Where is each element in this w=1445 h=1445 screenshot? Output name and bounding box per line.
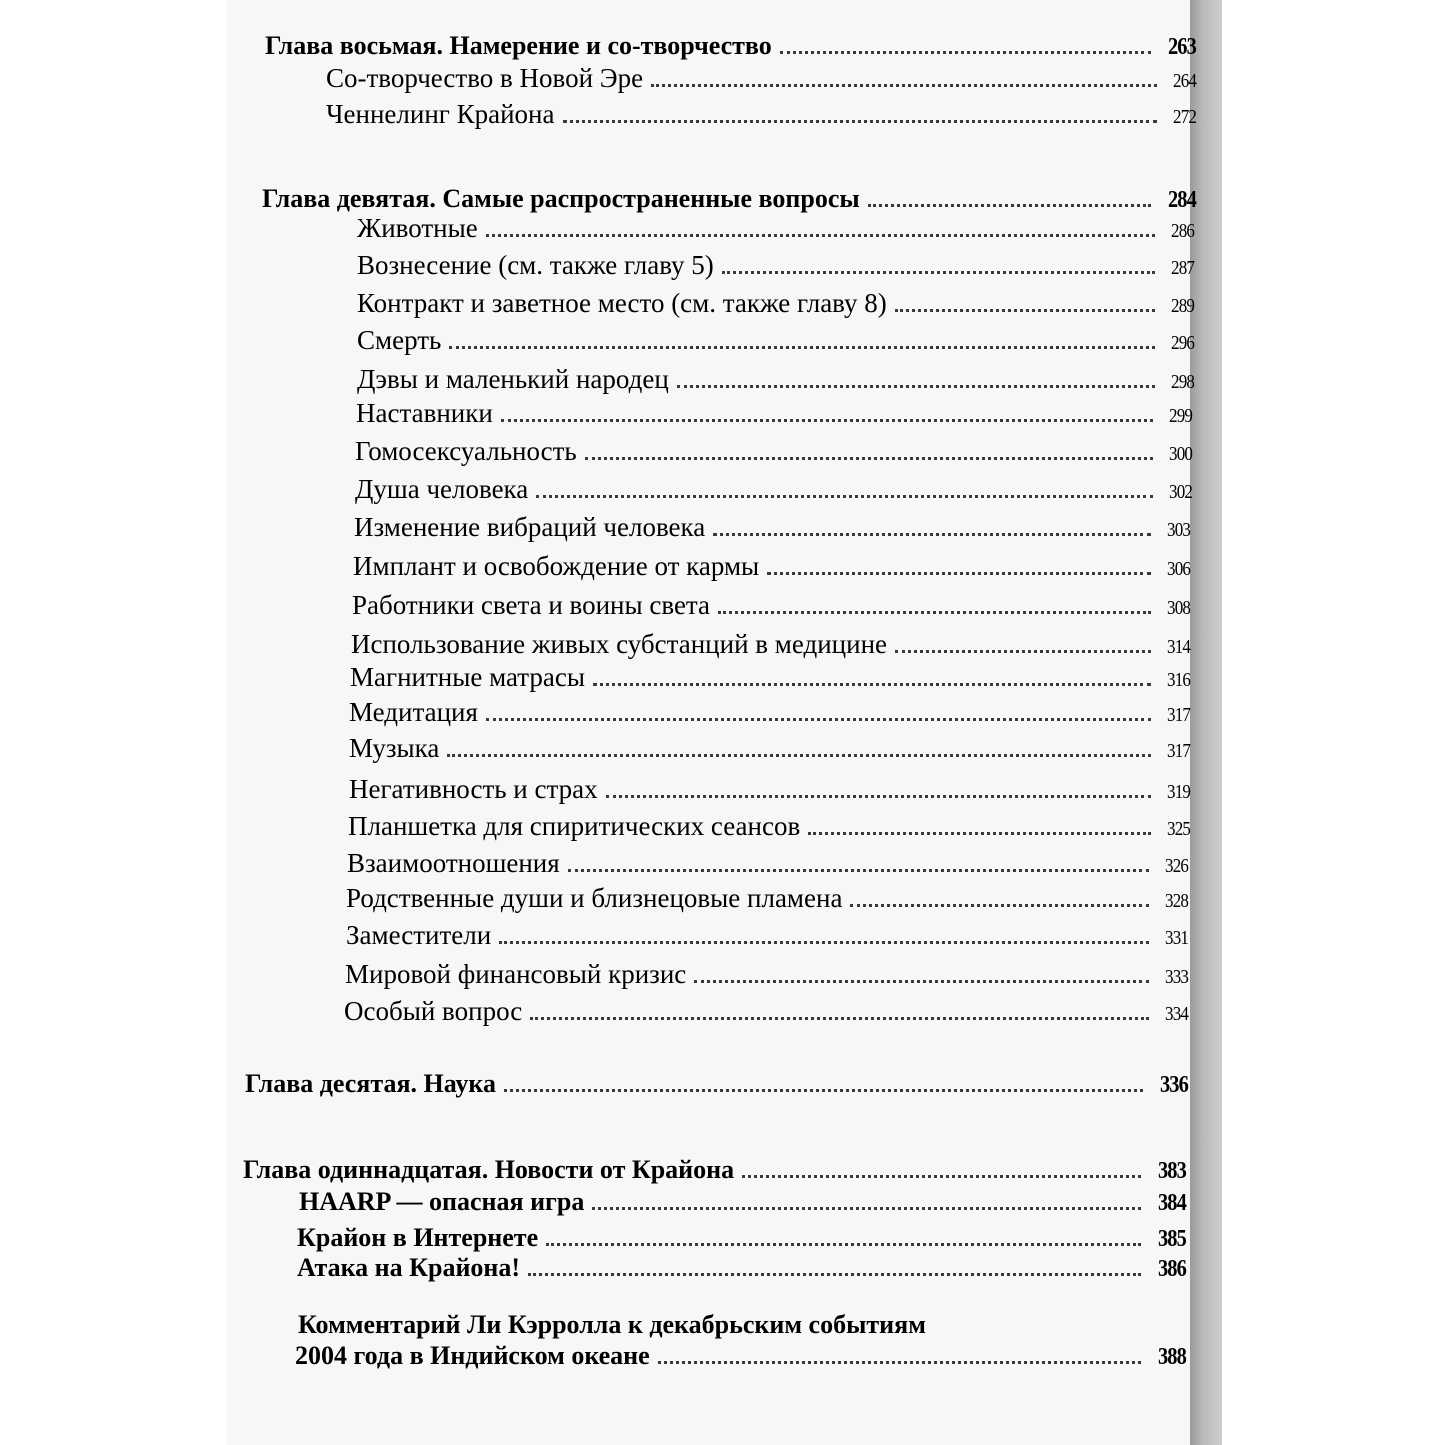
toc-entry-page-number: 316 — [1167, 669, 1190, 691]
toc-entry-title: Работники света и воины света — [352, 590, 711, 620]
dot-leader — [449, 343, 1155, 349]
toc-chapter-entry — [265, 33, 1196, 59]
toc-entry-title: Контракт и заветное место (см. также главу 8) — [357, 288, 887, 318]
toc-entry-title: Со-творчество в Новой Эре — [326, 63, 644, 93]
toc-entry-title: Наставники — [356, 398, 493, 428]
dot-leader — [722, 268, 1155, 274]
toc-entry-page-number: 289 — [1171, 295, 1194, 317]
toc-entry-page-number: 264 — [1173, 70, 1196, 92]
toc-entry — [357, 215, 1194, 242]
dot-leader — [850, 901, 1149, 907]
toc-entry — [352, 592, 1190, 619]
toc-entry — [349, 735, 1190, 762]
toc-entry-page-number: 386 — [1157, 1256, 1186, 1282]
toc-entry — [346, 922, 1188, 949]
toc-entry-title: Атака на Крайона! — [297, 1253, 521, 1282]
toc-entry — [326, 101, 1196, 128]
dot-leader — [536, 492, 1153, 498]
dot-leader — [606, 792, 1151, 798]
toc-entry-page-number: 336 — [1159, 1072, 1188, 1098]
dot-leader — [694, 977, 1149, 983]
toc-entry — [350, 664, 1190, 691]
dot-leader — [585, 454, 1153, 460]
toc-entry — [355, 476, 1192, 503]
toc-entry-page-number: 314 — [1167, 636, 1190, 658]
toc-entry-title: Смерть — [357, 325, 442, 355]
toc-entry-title: Заместители — [346, 920, 492, 950]
toc-entry-page-number: 272 — [1173, 106, 1196, 128]
toc-entry-title: Глава восьмая. Намерение и со-творчество — [265, 31, 772, 60]
dot-leader — [651, 81, 1157, 87]
toc-entry — [357, 327, 1194, 354]
toc-entry-title: Имплант и освобождение от кармы — [353, 551, 760, 581]
dot-leader — [504, 1086, 1143, 1092]
dot-leader — [447, 751, 1151, 757]
dot-leader — [895, 647, 1151, 653]
toc-entry-page-number: 298 — [1171, 371, 1194, 393]
toc-entry-page-number: 286 — [1171, 220, 1194, 242]
toc-entry-title: HAARP — опасная игра — [299, 1187, 585, 1216]
toc-entry — [295, 1343, 1186, 1369]
toc-entry — [356, 400, 1192, 427]
dot-leader — [742, 1172, 1141, 1178]
toc-entry-title: Дэвы и маленький народец — [357, 364, 669, 394]
toc-entry — [357, 366, 1194, 393]
dot-leader — [767, 569, 1151, 575]
toc-entry-page-number: 306 — [1167, 558, 1190, 580]
toc-entry-title: Изменение вибраций человека — [354, 512, 706, 542]
toc-entry-page-number: 319 — [1167, 781, 1190, 803]
toc-entry-title: Гомосексуальность — [355, 436, 577, 466]
dot-leader — [501, 416, 1153, 422]
dot-leader — [563, 117, 1158, 123]
dot-leader — [546, 1240, 1141, 1246]
toc-entry-page-number: 263 — [1167, 34, 1196, 60]
toc-entry-title: Глава десятая. Наука — [245, 1069, 496, 1098]
toc-entry-title: Медитация — [349, 697, 478, 727]
toc-entry — [299, 1189, 1186, 1215]
toc-entry-page-number: 317 — [1167, 704, 1190, 726]
toc-entry-page-number: 325 — [1167, 818, 1190, 840]
toc-entry-page-number: 299 — [1169, 405, 1192, 427]
toc-chapter-entry — [243, 1157, 1186, 1183]
toc-entry-page-number: 287 — [1171, 257, 1194, 279]
toc-entry — [349, 776, 1190, 803]
dot-leader — [808, 829, 1151, 835]
toc-entry-page-number: 328 — [1165, 890, 1188, 912]
toc-entry-title: Магнитные матрасы — [350, 662, 586, 692]
dot-leader — [780, 48, 1151, 54]
toc-entry — [326, 65, 1196, 92]
toc-entry — [353, 553, 1190, 580]
toc-entry-page-number: 383 — [1157, 1158, 1186, 1184]
toc-entry-title: Планшетка для спиритических сеансов — [348, 811, 801, 841]
toc-entry — [348, 813, 1190, 840]
toc-entry-title: Взаимоотношения — [347, 848, 560, 878]
toc-entry-page-number: 333 — [1165, 966, 1188, 988]
dot-leader — [486, 231, 1155, 237]
dot-leader — [895, 306, 1155, 312]
toc-entry-page-number: 317 — [1167, 740, 1190, 762]
toc-entry — [344, 998, 1188, 1025]
dot-leader — [593, 680, 1151, 686]
toc-entry-page-number: 284 — [1167, 187, 1196, 213]
toc-entry-title: Использование живых субстанций в медицине — [351, 629, 888, 659]
dot-leader — [530, 1014, 1149, 1020]
toc-entry — [355, 438, 1192, 465]
toc-entry-title: Глава одиннадцатая. Новости от Крайона — [243, 1155, 735, 1184]
toc-entry-page-number: 296 — [1171, 332, 1194, 354]
toc-entry-page-number: 388 — [1157, 1344, 1186, 1370]
dot-leader — [718, 608, 1151, 614]
toc-entry-title: Особый вопрос — [344, 996, 523, 1026]
toc-entry — [346, 885, 1188, 912]
toc-entry — [357, 290, 1194, 317]
toc-entry-title: Глава девятая. Самые распространенные вопросы — [262, 184, 860, 213]
toc-entry-page-number: 334 — [1165, 1003, 1188, 1025]
toc-entry-page-number: 385 — [1157, 1226, 1186, 1252]
dot-leader — [868, 201, 1151, 207]
dot-leader — [658, 1358, 1141, 1364]
dot-leader — [486, 715, 1151, 721]
toc-entry-title: Мировой финансовый кризис — [345, 959, 687, 989]
toc-entry — [345, 961, 1188, 988]
toc-entry-page-number: 384 — [1157, 1190, 1186, 1216]
toc-chapter-entry — [245, 1071, 1188, 1097]
toc-entry-title: Ченнелинг Крайона — [326, 99, 555, 129]
toc-entry — [354, 514, 1190, 541]
toc-entry-page-number: 303 — [1167, 519, 1190, 541]
toc-entry — [297, 1225, 1186, 1251]
toc-entry-page-number: 326 — [1165, 855, 1188, 877]
toc-entry-page-number: 308 — [1167, 597, 1190, 619]
toc-entry-page-number: 300 — [1169, 443, 1192, 465]
toc-entry-title: 2004 года в Индийском океане — [295, 1341, 650, 1370]
toc-entry — [349, 699, 1190, 726]
toc-chapter-entry — [262, 186, 1196, 212]
toc-entry — [347, 850, 1188, 877]
toc-entry — [357, 252, 1194, 279]
dot-leader — [592, 1204, 1141, 1210]
toc-entry-title: Родственные души и близнецовые пламена — [346, 883, 843, 913]
dot-leader — [713, 530, 1151, 536]
toc-entry-comment-line-1: Комментарий Ли Кэрролла к декабрьским событиям — [298, 1310, 926, 1339]
toc-entry-page-number: 302 — [1169, 481, 1192, 503]
dot-leader — [568, 866, 1149, 872]
toc-entry-page-number: 331 — [1165, 927, 1188, 949]
toc-entry-title: Животные — [357, 213, 478, 243]
toc-entry-title: Вознесение (см. также главу 5) — [357, 250, 714, 280]
dot-leader — [677, 382, 1155, 388]
toc-entry — [351, 631, 1190, 658]
toc-entry-title: Музыка — [349, 733, 440, 763]
toc-entry-title: Крайон в Интернете — [297, 1223, 539, 1252]
page-edge-shadow — [1190, 0, 1222, 1445]
toc-entry-title: Душа человека — [355, 474, 529, 504]
toc-entry — [297, 1255, 1186, 1281]
dot-leader — [499, 938, 1149, 944]
dot-leader — [528, 1270, 1141, 1276]
toc-entry-title: Негативность и страх — [349, 774, 598, 804]
